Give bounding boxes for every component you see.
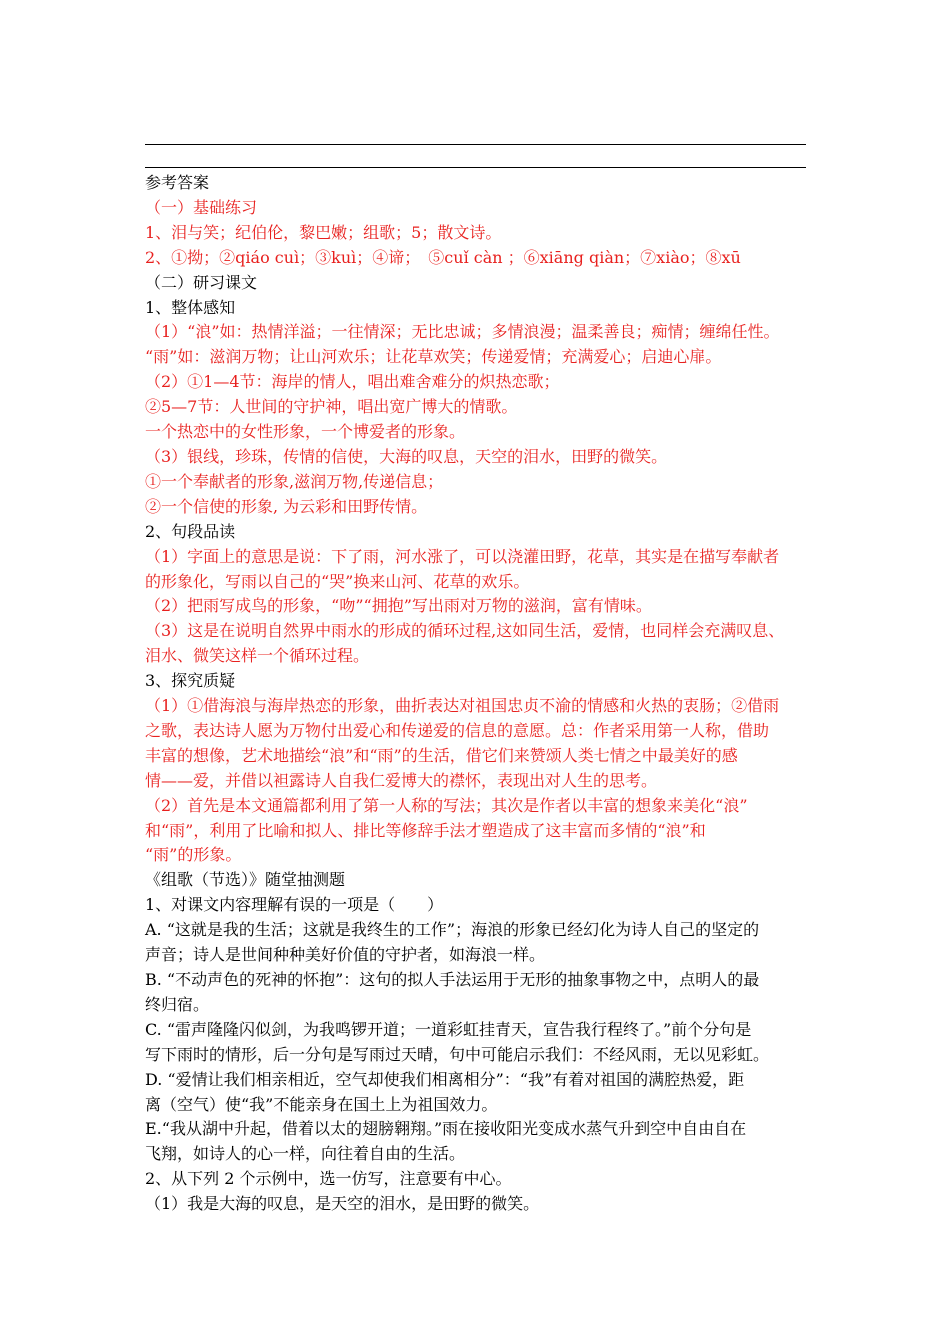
section1-p4: ②5—7节：人世间的守护神，唱出宽广博大的情歌。 xyxy=(145,397,518,417)
section3-p1a: （1）①借海浪与海岸热恋的形象，曲折表达对祖国忠贞不渝的情感和火热的衷肠；②借雨 xyxy=(145,696,780,716)
quiz-title: 《组歌（节选）》随堂抽测题 xyxy=(145,870,346,890)
section1-p7: ①一个奉献者的形象,滋润万物,传递信息； xyxy=(145,471,444,491)
section1-p6: （3）银线，珍珠，传情的信使，大海的叹息，天空的泪水，田野的微笑。 xyxy=(145,446,668,466)
quiz-q1-stem: 1、对课文内容理解有误的一项是（ ） xyxy=(145,895,444,915)
quiz-option-c-line2: 写下雨时的情形，后一分句是写雨过天晴，句中可能启示我们：不经风雨，无以见彩虹。 xyxy=(145,1044,770,1064)
section3-p2b: 和“雨”，利用了比喻和拟人、排比等修辞手法才塑造成了这丰富而多情的“浪”和 xyxy=(145,820,706,840)
quiz-option-e-line1: E.“我从湖中升起，借着以太的翅膀翱翔。”雨在接收阳光变成水蒸气升到空中自由自在 xyxy=(145,1119,747,1139)
section2-p1a: （1）字面上的意思是说：下了雨，河水涨了，可以浇灌田野，花草，其实是在描写奉献者 xyxy=(145,546,780,566)
top-rule-1 xyxy=(145,144,806,145)
section3-p2a: （2）首先是本文通篇都利用了第一人称的写法；其次是作者以丰富的想象来美化“浪” xyxy=(145,795,748,815)
section1-p3: （2）①1—4节：海岸的情人，唱出难舍难分的炽热恋歌； xyxy=(145,372,560,392)
section3-p1d: 情——爱，并借以袒露诗人自我仁爱博大的襟怀，表现出对人生的思考。 xyxy=(145,770,658,790)
quiz-option-c-line1: C. “雷声隆隆闪似剑，为我鸣锣开道；一道彩虹挂青天，宣告我行程终了。”前个分句是 xyxy=(145,1019,752,1039)
top-rule-2 xyxy=(145,167,806,168)
section3-p1c: 丰富的想像，艺术地描绘“浪”和“雨”的生活，借它们来赞颂人类七情之中最美好的感 xyxy=(145,745,738,765)
basics-q2: 2、①拗；②qiáo cuì；③kuì；④谛； ⑤cuǐ càn ；⑥xiāng qiàn；⑦xiào；⑧xū xyxy=(145,247,741,267)
study-title: （二）研习课文 xyxy=(145,272,258,292)
section1-p1: （1）“浪”如：热情洋溢；一往情深；无比忠诚；多情浪漫；温柔善良；痴情；缠绵任性。 xyxy=(145,322,780,342)
section2-p3a: （3）这是在说明自然界中雨水的形成的循环过程,这如同生活，爱情，也同样会充满叹息、 xyxy=(145,621,785,641)
section3-p1b: 之歌，表达诗人愿为万物付出爱心和传递爱的信息的意愿。总：作者采用第一人称，借助 xyxy=(145,720,770,740)
section1-p5: 一个热恋中的女性形象，一个博爱者的形象。 xyxy=(145,422,466,442)
basics-title: （一）基础练习 xyxy=(145,197,258,217)
answer-content xyxy=(145,171,815,1217)
section2-title: 2、句段品读 xyxy=(145,521,236,541)
quiz-option-d-line1: D. “爱情让我们相亲相近，空气却使我们相离相分”：“我”有着对祖国的满腔热爱，距 xyxy=(145,1069,745,1089)
section1-title: 1、整体感知 xyxy=(145,297,236,317)
quiz-option-a-line2: 声音；诗人是世间种种美好价值的守护者，如海浪一样。 xyxy=(145,945,546,965)
quiz-option-a-line1: A. “这就是我的生活；这就是我终生的工作”；海浪的形象已经幻化为诗人自己的坚定的 xyxy=(145,920,760,940)
section3-title: 3、探究质疑 xyxy=(145,671,236,691)
quiz-q2-stem: 2、从下列 2 个示例中，选一仿写，注意要有中心。 xyxy=(145,1169,512,1189)
basics-q1: 1、泪与笑；纪伯伦，黎巴嫩；组歌；5；散文诗。 xyxy=(145,222,502,242)
section2-p2: （2）把雨写成鸟的形象，“吻”“拥抱”写出雨对万物的滋润，富有情味。 xyxy=(145,596,652,616)
quiz-option-e-line2: 飞翔，如诗人的心一样，向往着自由的生活。 xyxy=(145,1144,466,1164)
quiz-option-d-line2: 离（空气）使“我”不能亲身在国土上为祖国效力。 xyxy=(145,1094,498,1114)
section2-p3b: 泪水、微笑这样一个循环过程。 xyxy=(145,646,370,666)
answers-heading: 参考答案 xyxy=(145,173,210,192)
section1-p2: “雨”如：滋润万物；让山河欢乐；让花草欢笑；传递爱情；充满爱心；启迪心扉。 xyxy=(145,347,722,367)
quiz-option-b-line2: 终归宿。 xyxy=(145,994,210,1014)
quiz-q2-example1: （1）我是大海的叹息，是天空的泪水，是田野的微笑。 xyxy=(145,1194,540,1214)
quiz-option-b-line1: B. “不动声色的死神的怀抱”：这句的拟人手法运用于无形的抽象事物之中，点明人的最 xyxy=(145,970,760,989)
section3-p2c: “雨”的形象。 xyxy=(145,845,242,865)
section1-p8: ②一个信使的形象, 为云彩和田野传情。 xyxy=(145,496,428,516)
section2-p1b: 的形象化，写雨以自己的“哭”换来山河、花草的欢乐。 xyxy=(145,571,530,591)
